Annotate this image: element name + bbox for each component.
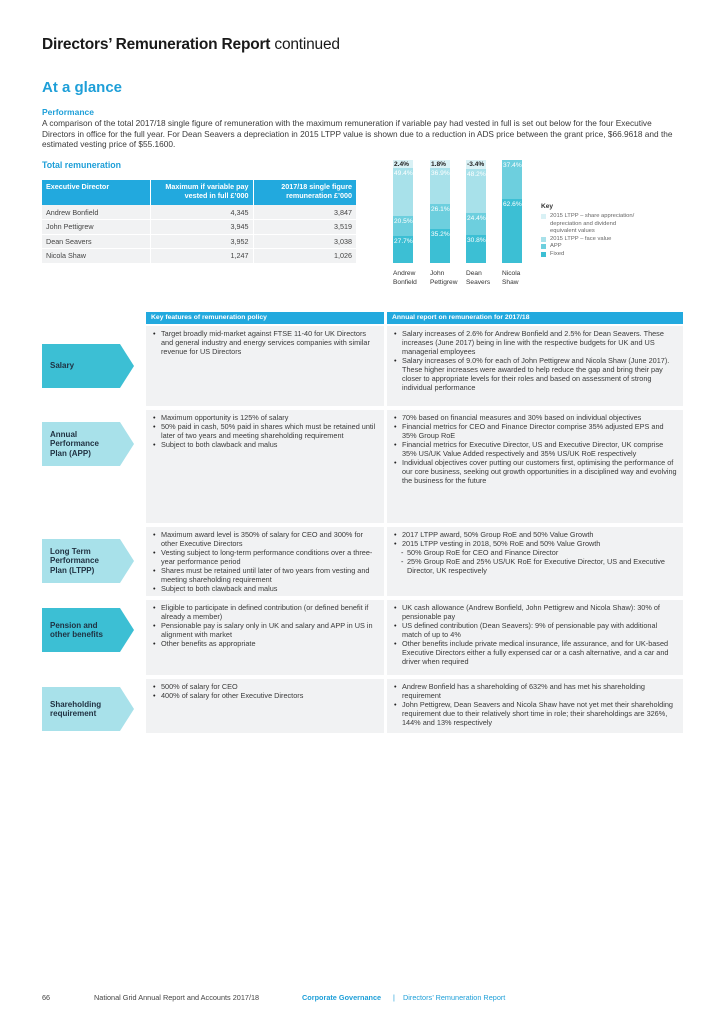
policy-row-ltpp	[42, 527, 683, 598]
bar-segment	[466, 235, 486, 263]
policy-column-header: Key features of remuneration policy	[146, 312, 384, 324]
column-header: Executive Director	[42, 180, 150, 205]
row-label	[50, 547, 99, 576]
bullet-item: • Subject to both clawback and malus	[152, 584, 378, 593]
legend-item	[541, 243, 691, 251]
legend-label-line: depreciation and dividend	[550, 220, 617, 227]
bullet-item: - 50% Group RoE for CEO and Finance Director	[393, 548, 677, 557]
x-axis-label-line: Shaw	[502, 278, 519, 286]
legend-label-line: 2015 LTPP – face value	[550, 235, 612, 242]
legend-label-line: equivalent values	[550, 228, 595, 234]
column-header: 2017/18 single figure remuneration £’000	[253, 180, 356, 205]
bar-segment	[502, 160, 522, 199]
bar-segment	[393, 160, 413, 168]
bar-segment	[502, 199, 522, 264]
remuneration-mix-chart	[360, 155, 540, 295]
row-label-line: requirement	[50, 709, 97, 718]
data-label: 20.5%	[394, 218, 413, 226]
row-label-line: Annual	[50, 429, 78, 439]
data-label: 27.7%	[394, 238, 413, 246]
report-cell	[387, 600, 683, 675]
x-axis-label	[502, 270, 520, 287]
x-axis-label-line: Nicola	[502, 270, 521, 277]
legend-swatch	[541, 237, 546, 242]
x-axis-label-line: Pettigrew	[430, 278, 458, 286]
bullet-list	[152, 329, 378, 356]
row-label	[50, 700, 101, 719]
bullet-list	[393, 329, 677, 392]
data-label: 30.8%	[467, 236, 486, 244]
row-label-line: Long Term	[50, 546, 91, 556]
legend-title: Key	[541, 203, 554, 210]
legend-swatch	[541, 244, 546, 249]
policy-row-app	[42, 410, 683, 525]
bar-segment	[393, 236, 413, 263]
row-label-arrow	[42, 344, 134, 388]
report-cell	[387, 410, 683, 523]
bar-stack	[502, 160, 522, 263]
policy-row-pension	[42, 600, 683, 677]
intro-paragraph: A comparison of the total 2017/18 single figure of remuneration with the maximum remuneration if variable pay had vested in full is set out below for the four Executive Directors in office for the full year. For Dean Seavers a depreciation in 2015 LTPP value is shown due to a reduction in ADS price between the grant price, $66.9618 and the estimated vesting price of $55.1600.	[42, 118, 673, 149]
page-title	[42, 36, 340, 54]
row-label-arrow	[42, 608, 134, 652]
data-label: 37.4%	[503, 162, 522, 169]
page-title-continued: continued	[274, 36, 340, 53]
bullet-list	[393, 413, 677, 485]
page-number: 66	[42, 993, 51, 1002]
footer-separator: |	[393, 993, 395, 1002]
single-figure-cell: 3,519	[253, 220, 356, 235]
data-label: 36.9%	[431, 170, 450, 178]
legend-item	[541, 213, 691, 236]
policy-cell	[146, 410, 384, 523]
legend-label	[550, 243, 562, 251]
table-row	[42, 220, 356, 235]
data-label: -3.4%	[467, 161, 485, 169]
bullet-list	[152, 530, 378, 593]
bullet-list	[393, 682, 677, 727]
single-figure-cell: 1,026	[253, 249, 356, 264]
bullet-item: • 500% of salary for CEO	[152, 682, 378, 691]
legend-swatch	[541, 214, 546, 219]
bar-segment	[466, 213, 486, 235]
bullet-item: • Salary increases of 9.0% for each of John Pettigrew and Nicola Shaw (June 2017). These higher increases were awarded to help reduce the gap and bring their pay closer to appropriate levels for their roles and based on assessment of strong individual performance	[393, 356, 677, 392]
bullet-list	[152, 603, 378, 648]
bar-segment	[393, 216, 413, 236]
legend-item	[541, 251, 691, 259]
bar-segment	[430, 204, 450, 229]
row-label-line: Shareholding	[50, 699, 102, 709]
section-title: At a glance	[42, 79, 123, 96]
legend-swatch	[541, 252, 546, 257]
bar-segment	[393, 168, 413, 216]
row-label-arrow	[42, 422, 134, 466]
bullet-item: • Maximum opportunity is 125% of salary	[152, 413, 378, 422]
row-label	[50, 621, 103, 640]
bullet-item: • 50% paid in cash, 50% paid in shares which must be retained until later of two years and meeting shareholding requirement	[152, 422, 378, 440]
data-label: 49.4%	[394, 170, 413, 178]
bar-segment	[430, 168, 450, 204]
report-cell	[387, 326, 683, 406]
data-label: 48.2%	[467, 170, 486, 178]
bullet-list	[152, 682, 378, 700]
row-label-line: Pension and	[50, 620, 98, 630]
maximum-value-cell: 3,952	[150, 234, 253, 249]
row-label	[50, 430, 99, 459]
legend-label-line: APP	[550, 243, 562, 249]
x-axis-label	[393, 270, 417, 287]
x-axis-label-line: Bonfield	[393, 278, 417, 286]
x-axis-label	[466, 270, 490, 287]
row-label-line: Plan (APP)	[50, 448, 91, 458]
bullet-list	[152, 413, 378, 449]
bar-stack	[393, 160, 413, 263]
legend-item	[541, 236, 691, 244]
footer-section-link[interactable]: Corporate Governance	[302, 993, 382, 1002]
bullet-item: • 2015 LTPP vesting in 2018, 50% RoE and 50% Value Growth	[393, 539, 677, 548]
data-label: 24.4%	[467, 214, 486, 222]
bar-segment	[430, 229, 450, 263]
bullet-item: • 400% of salary for other Executive Directors	[152, 691, 378, 700]
report-cell	[387, 527, 683, 596]
single-figure-cell: 3,038	[253, 234, 356, 249]
bullet-item: - 25% Group RoE and 25% US/UK RoE for Executive Director, US and Executive Director, UK respectively	[393, 557, 677, 575]
policy-row-salary	[42, 326, 683, 408]
data-label: 2.4%	[394, 161, 410, 169]
policy-cell	[146, 679, 384, 733]
bullet-item: • Other benefits include private medical insurance, life assurance, and for UK-based Executive Directors either a fully expensed car or a cash alternative, and a car and driver when required	[393, 639, 677, 666]
report-column-header: Annual report on remuneration for 2017/18	[387, 312, 683, 324]
legend-label	[550, 251, 564, 259]
bullet-item: • John Pettigrew, Dean Seavers and Nicola Shaw have not yet met their shareholding requirement due to their relatively short time in role; their shareholdings are 326%, 144% and 13% respectively	[393, 700, 677, 727]
bullet-item: • Other benefits as appropriate	[152, 639, 378, 648]
performance-subtitle: Performance	[42, 107, 94, 117]
bullet-item: • Subject to both clawback and malus	[152, 440, 378, 449]
policy-cell	[146, 600, 384, 675]
bar-segment	[466, 169, 486, 213]
maximum-value-cell: 3,945	[150, 220, 253, 235]
row-label-line: other benefits	[50, 630, 103, 639]
bullet-item: • Financial metrics for Executive Director, US and Executive Director, UK comprise 35% US/UK Value Added respectively and 35% US/UK RoE respectively	[393, 440, 677, 458]
table-row	[42, 249, 356, 264]
maximum-value-cell: 1,247	[150, 249, 253, 264]
bullet-list	[393, 530, 677, 575]
policy-cell	[146, 326, 384, 406]
bullet-item: • Salary increases of 2.6% for Andrew Bonfield and 2.5% for Dean Seavers. These increases (June 2017) being in line with the respective budgets for UK and US managerial employees	[393, 329, 677, 356]
bar-segment	[466, 160, 486, 169]
bullet-item: • Vesting subject to long-term performance conditions over a three-year performance period	[152, 548, 378, 566]
bullet-list	[393, 603, 677, 666]
legend-label	[550, 236, 611, 244]
bullet-item: • 70% based on financial measures and 30% based on individual objectives	[393, 413, 677, 422]
data-label: 35.2%	[431, 231, 450, 239]
bullet-item: • Andrew Bonfield has a shareholding of 632% and has met his shareholding requirement	[393, 682, 677, 700]
row-label-arrow	[42, 539, 134, 583]
bar-stack	[430, 160, 450, 263]
director-name-cell: Andrew Bonfield	[42, 205, 150, 220]
bullet-item: • Maximum award level is 350% of salary for CEO and 300% for other Executive Directors	[152, 530, 378, 548]
bar-stack	[466, 160, 486, 263]
row-label	[50, 361, 74, 371]
report-cell	[387, 679, 683, 733]
page-title-main: Directors’ Remuneration Report	[42, 36, 271, 53]
total-remuneration-title: Total remuneration	[42, 160, 122, 170]
legend-label-line: 2015 LTPP – share appreciation/	[550, 213, 635, 219]
column-header: Maximum if variable pay vested in full £’000	[150, 180, 253, 205]
bullet-item: • 2017 LTPP award, 50% Group RoE and 50% Value Growth	[393, 530, 677, 539]
data-label: 1.8%	[431, 161, 447, 169]
x-axis-label-line: Andrew	[393, 270, 416, 277]
policy-row-shareholding	[42, 679, 683, 735]
data-label: 26.1%	[431, 205, 450, 213]
chart-legend	[541, 203, 691, 258]
x-axis-label-line: Dean	[466, 270, 482, 277]
row-label-line: Performance	[50, 556, 99, 566]
bar-segment	[430, 160, 450, 168]
bullet-item: • UK cash allowance (Andrew Bonfield, John Pettigrew and Nicola Shaw): 30% of pensionable pay	[393, 603, 677, 621]
row-label-arrow	[42, 687, 134, 731]
bullet-item: • Individual objectives cover putting our customers first, optimising the performance of our core business, seeking out growth opportunities in a disciplined way and evolving the business for the future	[393, 458, 677, 485]
x-axis-label	[430, 270, 458, 287]
row-label-line: Plan (LTPP)	[50, 565, 95, 575]
bullet-item: • Financial metrics for CEO and Finance Director comprise 35% adjusted EPS and 35% Group RoE	[393, 422, 677, 440]
legend-label-line: Fixed	[550, 250, 565, 257]
table-row	[42, 234, 356, 249]
row-label-line: Salary	[50, 361, 75, 371]
director-name-cell: John Pettigrew	[42, 220, 150, 235]
policy-cell	[146, 527, 384, 596]
publication-name: National Grid Annual Report and Accounts 2017/18	[94, 993, 260, 1002]
bullet-item: • Target broadly mid-market against FTSE 11-40 for UK Directors and general industry and energy services companies with similar revenue for US Directors	[152, 329, 378, 356]
table-row	[42, 205, 356, 220]
table-header-row	[42, 180, 356, 205]
bullet-item: • Eligible to participate in defined contribution (or defined benefit if already a member)	[152, 603, 378, 621]
row-label-line: Performance	[50, 439, 99, 449]
policy-table	[42, 312, 683, 737]
footer-subsection-link[interactable]: Directors’ Remuneration Report	[403, 993, 506, 1002]
data-label: 62.6%	[503, 200, 522, 208]
total-remuneration-table	[42, 180, 356, 264]
x-axis-label-line: John	[430, 270, 445, 277]
director-name-cell: Nicola Shaw	[42, 249, 150, 264]
bullet-item: • US defined contribution (Dean Seavers): 9% of pensionable pay with additional match of up to 4%	[393, 621, 677, 639]
director-name-cell: Dean Seavers	[42, 234, 150, 249]
bullet-item: • Shares must be retained until later of two years from vesting and meeting shareholding requirement	[152, 566, 378, 584]
legend-label	[550, 213, 634, 236]
x-axis-label-line: Seavers	[466, 278, 491, 286]
maximum-value-cell: 4,345	[150, 205, 253, 220]
bullet-item: • Pensionable pay is salary only in UK and salary and APP in US in alignment with market	[152, 621, 378, 639]
single-figure-cell: 3,847	[253, 205, 356, 220]
